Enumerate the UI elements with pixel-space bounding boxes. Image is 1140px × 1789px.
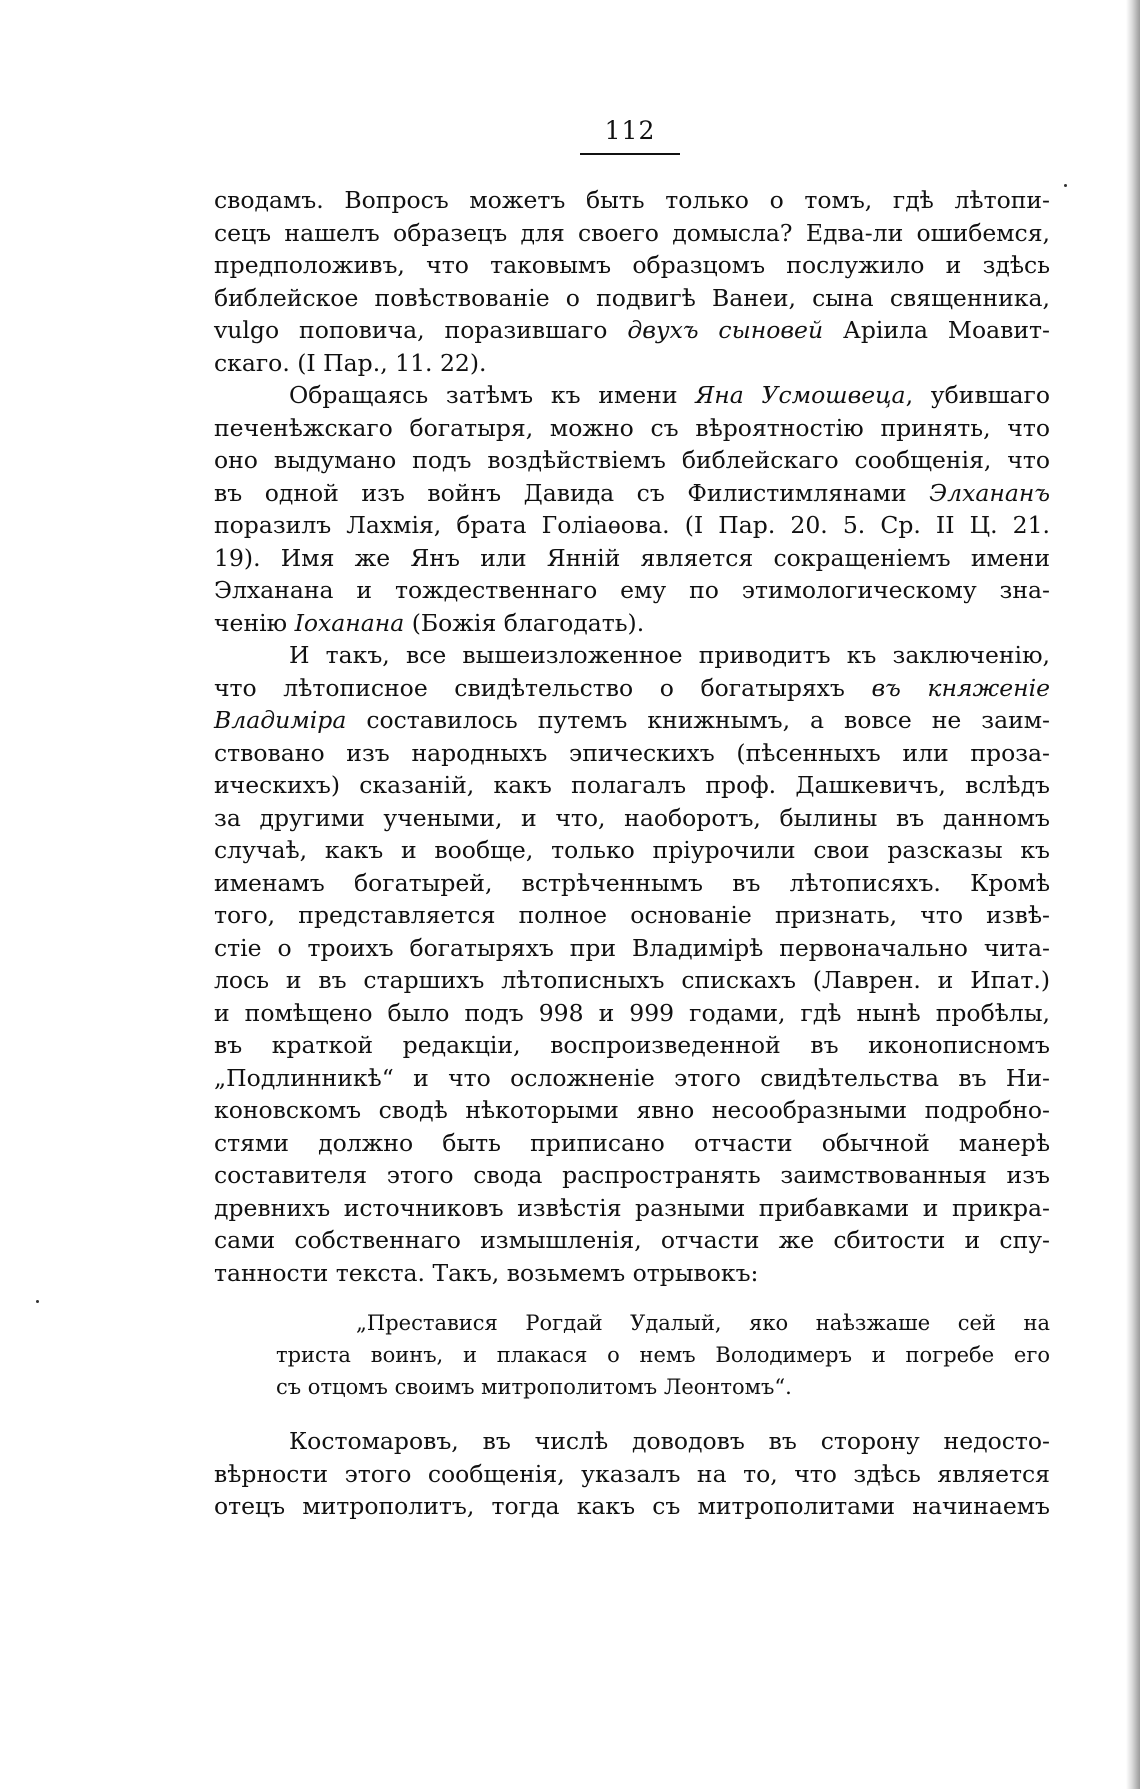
scan-speck [36,1300,39,1303]
text-line: составителя этого свода распространять заимствованныя изъ [214,1161,1050,1189]
italic-phrase: Яна Усмошвеца [695,381,906,409]
text-line: предположивъ, что таковымъ образцомъ послужило и здѣсь [214,251,1050,279]
paragraph [214,184,1050,379]
italic-phrase: Элхананъ [929,478,1050,507]
text-run: ченію [214,608,295,637]
quote-line: „Преставися Рогдай Удалый, яко наѣзжаше сей на [356,1311,1050,1335]
text-line: въ краткой редакціи, воспроизведенной въ иконописномъ [214,1031,1050,1059]
text-line: библейское повѣствованіе о подвигѣ Ванеи, сына священника, [214,283,1050,312]
text-run: Обращаясь затѣмъ къ имени [289,381,696,409]
text-line: Костомаровъ, въ числѣ доводовъ въ сторону недосто- [289,1427,1050,1455]
text-line [214,704,1050,737]
text-line: поразилъ Лахмія, брата Голіаѳова. (I Пар. 20. 5. Ср. II Ц. 21. [214,511,1050,539]
text-line: древнихъ источниковъ извѣстія разными прибавками и прикра- [214,1193,1050,1222]
text-line: сецъ нашелъ образецъ для своего домысла? Едва-ли ошибемся, [214,218,1050,247]
text-run: , убившаго [905,381,1050,409]
italic-phrase: двухъ сыновей [627,316,824,344]
text-line: отецъ митрополитъ, тогда какъ съ митрополитами начинаемъ [214,1492,1050,1520]
paragraph [214,1425,1050,1523]
scan-speck [1064,184,1067,187]
quote-line: съ отцомъ своимъ митрополитомъ Леонтомъ“. [276,1375,792,1399]
text-line [214,607,1050,640]
body-text [214,184,1050,1523]
text-line: лось и въ старшихъ лѣтописныхъ спискахъ (Лаврен. и Ипат.) [214,966,1050,994]
text-line: и помѣщено было подъ 998 и 999 годами, гдѣ нынѣ пробѣлы, [214,998,1050,1027]
text-line: оно выдумано подъ воздѣйствіемъ библейскаго сообщенія, что [214,446,1050,474]
text-run: въ одной изъ войнъ Давида съ Филистимлянами [214,478,930,507]
text-line: 19). Имя же Янъ или Янній является сокращеніемъ имени [214,543,1050,572]
text-line [214,314,1050,347]
text-line: танности текста. Такъ, возьмемъ отрывокъ: [214,1258,759,1287]
text-line: И такъ, все вышеизложенное приводитъ къ заключенію, [289,641,1050,669]
text-line: того, представляется полное основаніе признать, что извѣ- [214,901,1050,929]
quote-line: триста воинъ, и плакася о немъ Володимеръ и погребе его [276,1343,1050,1367]
text-line: „Подлинникѣ“ и что осложненіе этого свидѣтельства въ Ни- [214,1063,1050,1092]
text-line: ическихъ) сказаній, какъ полагалъ проф. Дашкевичъ, вслѣдъ [214,771,1050,799]
text-line: именамъ богатырей, встрѣченнымъ въ лѣтописяхъ. Кромѣ [214,868,1050,897]
italic-phrase: Іоханана [294,608,405,637]
text-run: Аріила Моавит- [823,316,1050,344]
paragraph [214,639,1050,1289]
text-line [214,477,1050,510]
text-line: сводамъ. Вопросъ можетъ быть только о томъ, гдѣ лѣтопи- [214,186,1050,214]
text-line: вѣрности этого сообщенія, указалъ на то, что здѣсь является [214,1459,1050,1488]
text-line: печенѣжскаго богатыря, можно съ вѣроятностію принять, что [214,413,1050,442]
paragraph [214,379,1050,639]
text-line: коновскомъ сводѣ нѣкоторыми явно несообразными подробно- [214,1096,1050,1124]
italic-phrase: въ княженіе [871,673,1051,702]
text-run: составилось путемъ книжнымъ, а вовсе не заим- [346,706,1050,734]
text-line: Элханана и тождественнаго ему по этимологическому зна- [214,576,1050,604]
text-line: сами собственнаго измышленія, отчасти же сбитости и спу- [214,1226,1050,1254]
block-quote [214,1307,1050,1403]
text-run: vulgo поповича, поразившаго [214,316,628,344]
page-edge-shadow [1126,0,1140,1789]
text-line [214,379,1050,412]
text-line: случаѣ, какъ и вообще, только пріурочили свои разсказы къ [214,836,1050,864]
text-line: стіе о троихъ богатыряхъ при Владимірѣ первоначально чита- [214,933,1050,962]
text-line: за другими учеными, и что, наоборотъ, былины въ данномъ [214,803,1050,832]
page-number-rule [580,153,680,155]
page-number: 112 [604,116,656,145]
text-line: стями должно быть приписано отчасти обычной манерѣ [214,1128,1050,1157]
text-run: что лѣтописное свидѣтельство о богатыряхъ [214,673,872,702]
text-line: скаго. (I Пар., 11. 22). [214,348,487,377]
text-line: ствовано изъ народныхъ эпическихъ (пѣсенныхъ или проза- [214,738,1050,767]
italic-phrase: Владиміра [214,706,347,734]
text-run: (Божія благодать). [404,608,645,637]
text-line [214,672,1050,705]
